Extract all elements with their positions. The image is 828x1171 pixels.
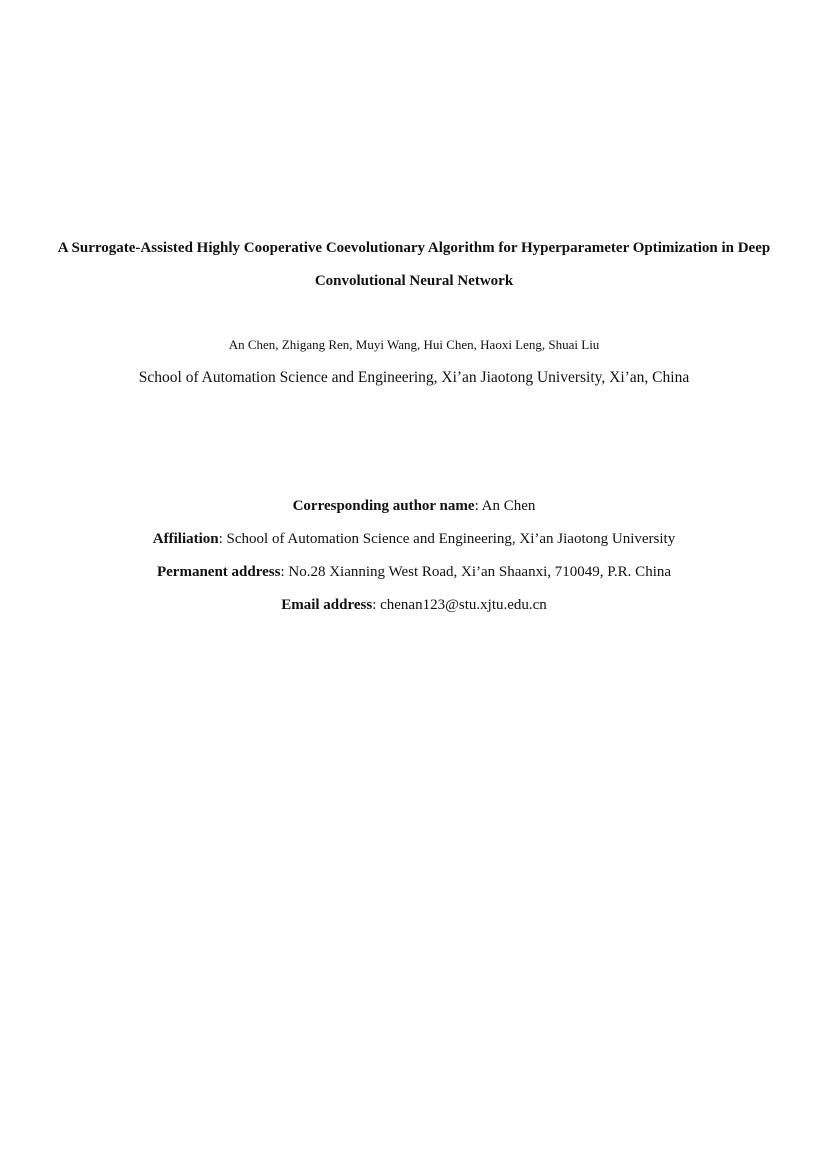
permanent-address-label: Permanent address [156,564,281,580]
corresponding-author-line [0,496,828,529]
author-list: An Chen, Zhigang Ren, Muyi Wang, Hui Chen, Haoxi Leng, Shuai Liu [228,337,600,352]
permanent-address-line [0,562,828,595]
email-line [0,595,828,628]
title-line-2: Convolutional Neural Network [314,273,514,289]
corresponding-author-value: : An Chen [474,498,536,514]
email-value: : chenan123@stu.xjtu.edu.cn [372,597,547,613]
author-institution: School of Automation Science and Engineering, Xi’an Jiaotong University, Xi’an, China [138,369,690,386]
contact-block [0,496,828,628]
affiliation-label: Affiliation [152,531,219,547]
permanent-address-value: : No.28 Xianning West Road, Xi’an Shaanxi, 710049, P.R. China [280,564,672,580]
corresponding-author-label: Corresponding author name [292,498,475,514]
affiliation-value: : School of Automation Science and Engineering, Xi’an Jiaotong University [218,531,676,547]
email-label: Email address [281,597,373,613]
affiliation-line [0,529,828,562]
paper-title [40,232,788,298]
title-line-1: A Surrogate-Assisted Highly Cooperative Coevolutionary Algorithm for Hyperparameter Optimization in Deep [57,240,771,256]
